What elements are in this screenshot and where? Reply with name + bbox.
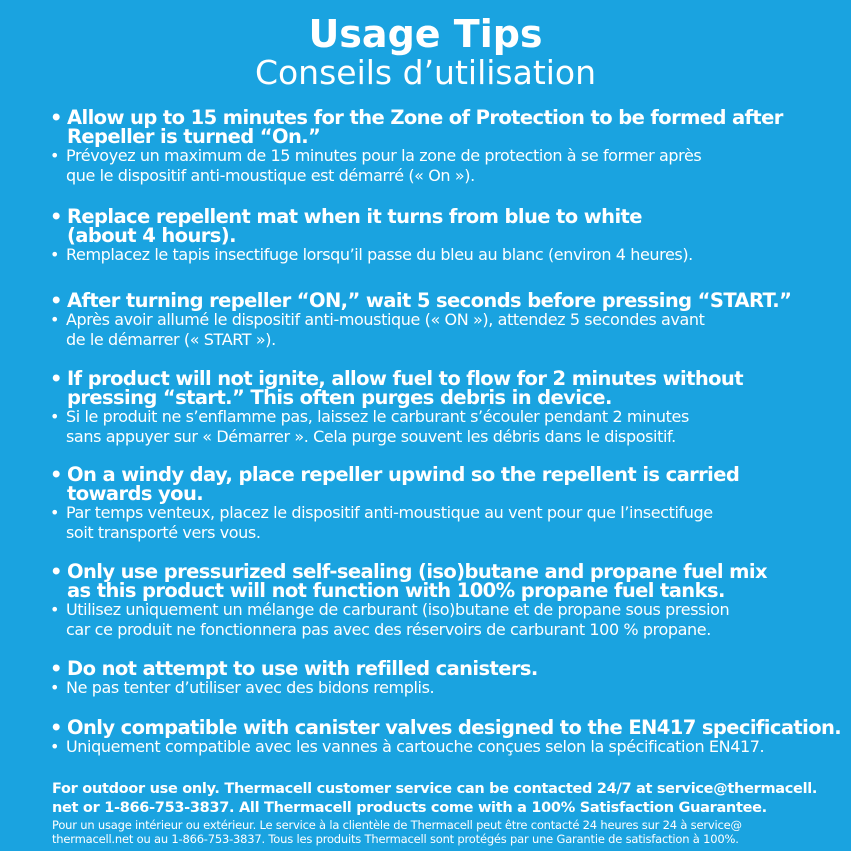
bullet: • (50, 407, 60, 426)
bullet: • (50, 657, 62, 680)
bullet: • (50, 716, 62, 739)
tip-item (50, 207, 820, 265)
bullet: • (50, 503, 60, 522)
footer-french-line: thermacell.net ou au 1-866-753-3837. Tous les produits Thermacell sont protégés par une Garantie de satisfaction à 100%. (52, 832, 739, 846)
tip-english-line: towards you. (67, 482, 204, 505)
tip-english-line: Do not attempt to use with refilled canisters. (67, 657, 538, 680)
tip-french-line: soit transporté vers vous. (66, 523, 261, 542)
footer (52, 780, 818, 846)
tip-item (50, 291, 820, 350)
bullet: • (50, 289, 62, 312)
tip-french-line: Après avoir allumé le dispositif anti-moustique (« ON »), attendez 5 secondes avant (66, 310, 705, 329)
tip-item (50, 108, 820, 186)
tip-french-line: Uniquement compatible avec les vannes à cartouche conçues selon la spécification EN417. (66, 737, 765, 756)
title-french: Conseils d’utilisation (254, 53, 597, 92)
tip-item (50, 369, 820, 447)
tip-french-line: Par temps venteux, placez le dispositif anti-moustique au vent pour que l’insectifuge (66, 503, 713, 522)
tip-item (50, 562, 820, 640)
bullet: • (50, 205, 62, 228)
bullet: • (50, 367, 62, 390)
tip-french-line: de le démarrer (« START »). (66, 330, 276, 349)
tip-english-line: Allow up to 15 minutes for the Zone of Protection to be formed after (67, 106, 783, 129)
tip-english-line: After turning repeller “ON,” wait 5 seconds before pressing “START.” (67, 289, 792, 312)
tip-english-line: Replace repellent mat when it turns from blue to white (67, 205, 642, 228)
tip-english-line: Only use pressurized self-sealing (iso)butane and propane fuel mix (67, 560, 767, 583)
tip-french-line: sans appuyer sur « Démarrer ». Cela purge souvent les débris dans le dispositif. (66, 427, 676, 446)
tip-item (50, 465, 820, 543)
bullet: • (50, 737, 60, 756)
tip-item (50, 716, 842, 757)
tip-french-line: que le dispositif anti-moustique est démarré (« On »). (66, 166, 475, 185)
bullet: • (50, 245, 60, 264)
tip-english-line: On a windy day, place repeller upwind so the repellent is carried (67, 463, 740, 486)
tip-french-line: Utilisez uniquement un mélange de carburant (iso)butane et de propane sous pression (66, 600, 730, 619)
bullet: • (50, 678, 60, 697)
tip-french-line: Si le produit ne s’enflamme pas, laissez le carburant s’écouler pendant 2 minutes (66, 407, 689, 426)
bullet: • (50, 463, 62, 486)
bullet: • (50, 310, 60, 329)
tip-french-line: car ce produit ne fonctionnera pas avec des réservoirs de carburant 100 % propane. (66, 620, 711, 639)
tip-english-line: Repeller is turned “On.” (67, 125, 321, 148)
tip-english-line: pressing “start.” This often purges debris in device. (67, 386, 612, 409)
tip-french-line: Remplacez le tapis insectifuge lorsqu’il passe du bleu au blanc (environ 4 heures). (66, 245, 693, 264)
footer-english-line: For outdoor use only. Thermacell customer service can be contacted 24/7 at service@thermacell. (52, 781, 818, 797)
tip-english-line: (about 4 hours). (67, 224, 236, 247)
tip-french-line: Ne pas tenter d’utiliser avec des bidons remplis. (66, 678, 435, 697)
footer-french-line: Pour un usage intérieur ou extérieur. Le service à la clientèle de Thermacell peut être contacté 24 heures sur 24 à service@ (52, 818, 742, 832)
tip-french-line: Prévoyez un maximum de 15 minutes pour la zone de protection à se former après (66, 146, 702, 165)
bullet: • (50, 600, 60, 619)
tip-item (50, 659, 820, 698)
tip-english-line: as this product will not function with 100% propane fuel tanks. (67, 579, 725, 602)
footer-english-line: net or 1-866-753-3837. All Thermacell products come with a 100% Satisfaction Guarantee. (52, 800, 767, 816)
bullet: • (50, 560, 62, 583)
bullet: • (50, 146, 60, 165)
tip-english-line: If product will not ignite, allow fuel to flow for 2 minutes without (67, 367, 743, 390)
tip-english-line: Only compatible with canister valves designed to the EN417 specification. (67, 716, 842, 739)
bullet: • (50, 106, 62, 129)
title-english: Usage Tips (308, 12, 543, 56)
